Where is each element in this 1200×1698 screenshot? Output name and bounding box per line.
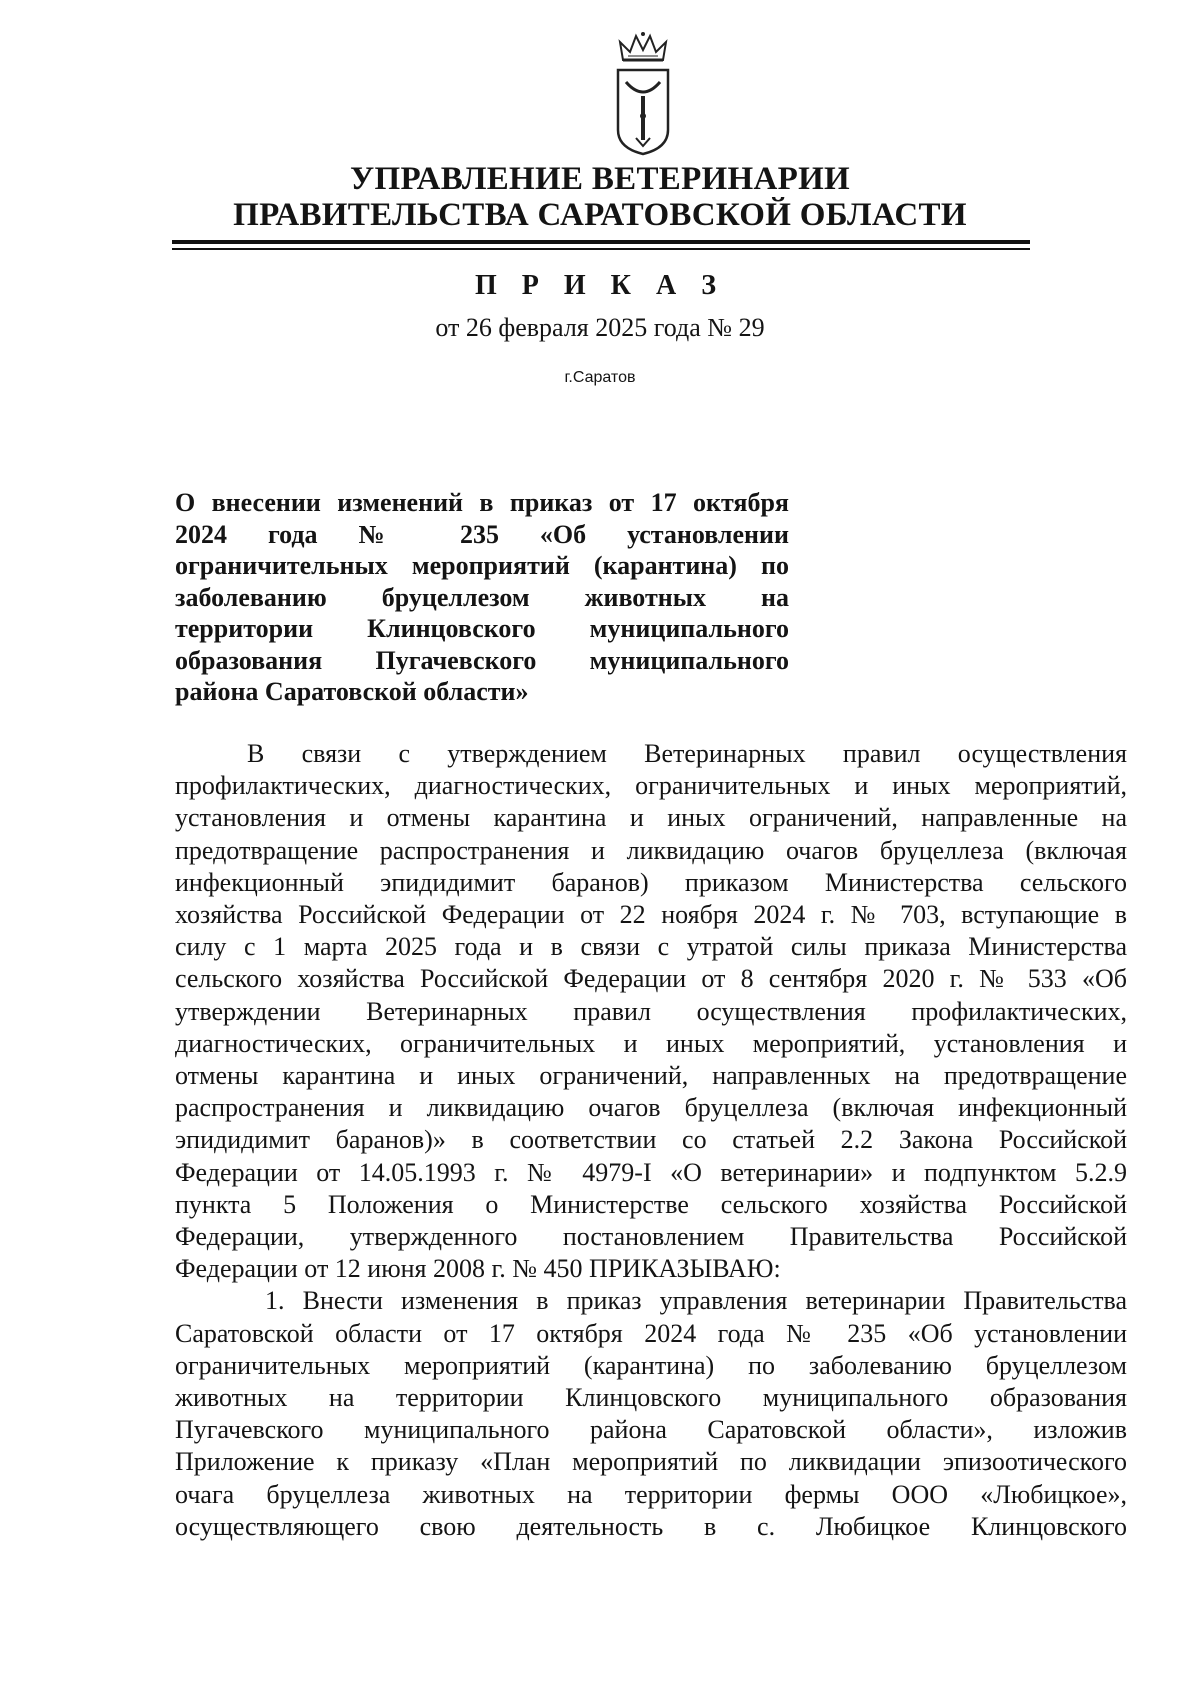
order-date-number: от 26 февраля 2025 года № 29 [435, 313, 765, 342]
coat-of-arms-icon [608, 30, 678, 158]
body-line: Федерации от 14.05.1993 г. № 4979-I «О ветеринарии» и подпунктом 5.2.9 [175, 1157, 1127, 1187]
subject-line: района Саратовской области» [175, 677, 529, 706]
body-line: 1. Внести изменения в приказ управления ветеринарии Правительства [265, 1286, 1127, 1316]
body-line: утверждении Ветеринарных правил осуществления профилактических, [175, 996, 1127, 1026]
document-type: П Р И К А З [475, 270, 725, 301]
body-line: Федерации от 12 июня 2008 г. № 450 ПРИКАЗЫВАЮ: [175, 1254, 781, 1284]
subject-line: 2024 года № 235 «Об установлении [175, 519, 789, 549]
body-line: ограничительных мероприятий (карантина) по заболеванию бруцеллезом [175, 1350, 1127, 1380]
body-line: предотвращение распространения и ликвидацию очагов бруцеллеза (включая [175, 835, 1127, 865]
body-line: животных на территории Клинцовского муниципального образования [175, 1383, 1127, 1413]
header-divider-thin [172, 248, 1030, 250]
body-line: распространения и ликвидацию очагов бруцеллеза (включая инфекционный [175, 1093, 1127, 1123]
body-line: Саратовской области от 17 октября 2024 года № 235 «Об установлении [175, 1318, 1127, 1348]
order-subject [175, 487, 789, 708]
body-line: диагностических, ограничительных и иных мероприятий, установления и [175, 1028, 1127, 1058]
body-line: пункта 5 Положения о Министерстве сельского хозяйства Российской [175, 1189, 1127, 1219]
body-line: эпидидимит баранов)» в соответствии со статьей 2.2 Закона Российской [175, 1125, 1127, 1155]
body-line: осуществляющего свою деятельность в с. Любицкое Клинцовского [175, 1511, 1127, 1541]
subject-line: территории Клинцовского муниципального [175, 614, 789, 643]
subject-line: О внесении изменений в приказ от 17 октября [175, 488, 789, 517]
order-body [175, 738, 1127, 1543]
body-line: инфекционный эпидидимит баранов) приказом Министерства сельского [175, 867, 1127, 897]
body-line: профилактических, диагностических, ограничительных и иных мероприятий, [175, 771, 1127, 801]
organization-name-line-2: ПРАВИТЕЛЬСТВА САРАТОВСКОЙ ОБЛАСТИ [233, 197, 967, 233]
subject-line: ограничительных мероприятий (карантина) по [175, 551, 789, 580]
body-line: очага бруцеллеза животных на территории фермы ООО «Любицкое», [175, 1479, 1127, 1509]
body-line: хозяйства Российской Федерации от 22 ноября 2024 г. № 703, вступающие в [175, 900, 1127, 930]
body-line: силу с 1 марта 2025 года и в связи с утратой силы приказа Министерства [175, 932, 1127, 962]
body-line: отмены карантина и иных ограничений, направленных на предотвращение [175, 1061, 1127, 1091]
subject-line: образования Пугачевского муниципального [175, 645, 789, 675]
body-line: сельского хозяйства Российской Федерации от 8 сентября 2020 г. № 533 «Об [175, 964, 1127, 994]
body-line: Приложение к приказу «План мероприятий по ликвидации эпизоотического [175, 1447, 1127, 1477]
body-line: Федерации, утвержденного постановлением Правительства Российской [175, 1222, 1127, 1252]
body-line: В связи с утверждением Ветеринарных правил осуществления [247, 739, 1127, 768]
order-city: г.Саратов [564, 369, 636, 386]
organization-name-line-1: УПРАВЛЕНИЕ ВЕТЕРИНАРИИ [349, 161, 851, 197]
subject-line: заболеванию бруцеллезом животных на [175, 582, 789, 612]
header-divider-thick [172, 240, 1030, 244]
body-line: установления и отмены карантина и иных ограничений, направленные на [175, 803, 1127, 833]
body-line: Пугачевского муниципального района Саратовской области», изложив [175, 1415, 1127, 1445]
